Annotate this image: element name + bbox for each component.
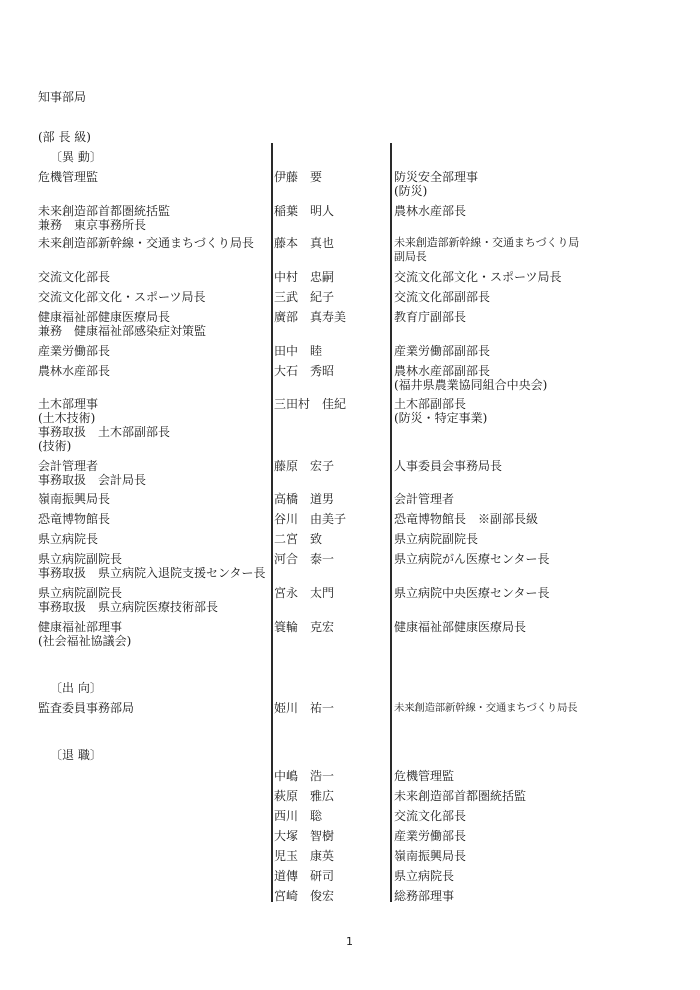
new-post-line: (技術) [38,439,72,453]
former-post-cell [394,397,487,425]
former-post-line: 総務部理事 [394,889,455,903]
new-post-line: 未来創造部首都圏統括監 [38,204,171,218]
person-name: 河合 泰一 [274,552,335,566]
former-post-cell [394,310,466,324]
former-post-line: 産業労働部副部長 [394,344,491,358]
name-cell [274,170,322,184]
person-name: 藤本 真也 [274,236,335,250]
new-post-line: 産業労働部長 [38,344,111,358]
new-post-line: 県立病院副院長 [38,552,123,566]
new-post-cell [38,586,218,614]
former-post-line: 県立病院がん医療センター長 [394,552,550,566]
name-cell [274,889,334,903]
person-name: 稲葉 明人 [274,204,335,218]
new-post-line: 未来創造部新幹線・交通まちづくり局長 [38,236,254,250]
person-name: 道傳 研司 [274,869,335,883]
new-post-line: 事務取扱 県立病院医療技術部長 [38,600,219,614]
former-post-cell [394,236,579,264]
name-cell [274,397,346,411]
new-post-cell [38,552,266,580]
name-cell [274,290,334,304]
new-post-line: 土木部理事 [38,397,99,411]
person-name: 二宮 致 [274,532,323,546]
new-post-cell [38,532,98,546]
former-post-line: 会計管理者 [394,492,455,506]
new-post-line: 健康福祉部健康医療局長 [38,310,171,324]
person-name: 藤原 宏子 [274,459,335,473]
person-name: 三田村 佳紀 [274,397,347,411]
new-post-cell [38,344,110,358]
new-post-line: 県立病院長 [38,532,99,546]
page-number: 1 [346,935,353,948]
former-post-line: 土木部副部長 [394,397,467,411]
new-post-line: 事務取扱 県立病院入退院支援センター長 [38,566,266,580]
new-post-line: 監査委員事務部局 [38,701,135,715]
former-post-cell [394,889,454,903]
new-post-line: 事務取扱 土木部副部長 [38,425,171,439]
new-post-cell [38,512,110,526]
former-post-cell [394,204,466,218]
name-cell [274,236,334,250]
column-divider-right [390,143,392,902]
new-post-line: 兼務 健康福祉部感染症対策監 [38,324,207,338]
new-post-line: 健康福祉部理事 [38,620,123,634]
new-post-cell [38,364,110,378]
former-post-line: 農林水産部副部長 [394,364,491,378]
new-post-line: 兼務 東京事務所長 [38,218,147,232]
former-post-line: 健康福祉部健康医療局長 [394,620,527,634]
former-post-line: 嶺南振興局長 [394,849,467,863]
former-post-line: 恐竜博物館長 ※副部長級 [394,512,539,526]
new-post-line: 交流文化部文化・スポーツ局長 [38,290,206,304]
name-cell [274,809,322,823]
name-cell [274,829,334,843]
new-post-line: 交流文化部長 [38,270,111,284]
new-post-cell [38,397,170,453]
former-post-line: 未来創造部首都圏統括監 [394,789,527,803]
new-post-cell [38,492,110,506]
person-name: 宮永 太門 [274,586,335,600]
person-name: 西川 聡 [274,809,323,823]
name-cell [274,492,334,506]
name-cell [274,849,334,863]
new-post-cell [38,620,131,648]
name-cell [274,701,334,715]
former-post-cell [394,789,526,803]
name-cell [274,459,334,473]
former-post-line: 副局長 [394,250,427,263]
former-post-cell [394,344,490,358]
former-post-cell [394,701,577,715]
name-cell [274,769,334,783]
former-post-line: (防災・特定事業) [394,411,488,425]
former-post-cell [394,270,562,284]
new-post-cell [38,270,110,284]
name-cell [274,586,334,600]
former-post-line: 教育庁副部長 [394,310,467,324]
name-cell [274,204,334,218]
person-name: 高橋 道男 [274,492,335,506]
person-name: 田中 睦 [274,344,323,358]
person-name: 三武 紀子 [274,290,335,304]
person-name: 大塚 智樹 [274,829,335,843]
person-name: 廣部 真寿美 [274,310,347,324]
former-post-cell [394,290,490,304]
person-name: 大石 秀昭 [274,364,335,378]
former-post-cell [394,364,547,392]
new-post-cell [38,701,134,715]
person-name: 児玉 康英 [274,849,335,863]
former-post-cell [394,769,454,783]
secondment-heading: 〔出 向〕 [50,681,102,695]
person-name: 宮崎 俊宏 [274,889,335,903]
name-cell [274,270,334,284]
name-cell [274,512,346,526]
person-name: 谷川 由美子 [274,512,347,526]
retirement-heading: 〔退 職〕 [50,748,102,762]
former-post-line: 未来創造部新幹線・交通まちづくり局 [394,236,580,249]
former-post-line: 危機管理監 [394,769,455,783]
new-post-line: (土木技術) [38,411,96,425]
name-cell [274,310,346,324]
new-post-line: 会計管理者 [38,459,99,473]
former-post-cell [394,809,466,823]
new-post-line: 県立病院副院長 [38,586,123,600]
person-name: 伊藤 要 [274,170,323,184]
level-heading: (部 長 級) [38,130,91,144]
name-cell [274,869,334,883]
new-post-line: 事務取扱 会計局長 [38,473,147,487]
former-post-cell [394,459,502,473]
former-post-line: 農林水産部長 [394,204,467,218]
former-post-cell [394,586,550,600]
person-name: 中嶋 浩一 [274,769,335,783]
name-cell [274,532,322,546]
new-post-line: (社会福祉協議会) [38,634,132,648]
former-post-line: (福井県農業協同組合中央会) [394,378,548,392]
former-post-cell [394,512,538,526]
new-post-cell [38,310,206,338]
former-post-line: 県立病院副院長 [394,532,479,546]
name-cell [274,789,334,803]
former-post-line: 未来創造部新幹線・交通まちづくり局長 [394,702,578,714]
former-post-line: 交流文化部長 [394,809,467,823]
former-post-line: 交流文化部文化・スポーツ局長 [394,270,562,284]
person-name: 簑輪 克宏 [274,620,335,634]
new-post-cell [38,290,206,304]
former-post-cell [394,869,454,883]
name-cell [274,344,322,358]
column-divider-left [271,143,273,902]
former-post-line: 産業労働部長 [394,829,467,843]
person-name: 萩原 雅広 [274,789,335,803]
new-post-line: 恐竜博物館長 [38,512,111,526]
new-post-cell [38,204,170,232]
former-post-line: 交流文化部副部長 [394,290,491,304]
former-post-line: 県立病院長 [394,869,455,883]
former-post-line: 県立病院中央医療センター長 [394,586,550,600]
name-cell [274,620,334,634]
former-post-cell [394,170,478,198]
new-post-cell [38,236,254,250]
new-post-line: 嶺南振興局長 [38,492,111,506]
former-post-cell [394,492,454,506]
new-post-cell [38,170,98,184]
transfer-heading: 〔異 動〕 [50,150,102,164]
new-post-line: 危機管理監 [38,170,99,184]
name-cell [274,552,334,566]
former-post-cell [394,829,466,843]
former-post-cell [394,532,478,546]
new-post-line: 農林水産部長 [38,364,111,378]
page-title: 知事部局 [38,90,87,104]
former-post-cell [394,552,550,566]
former-post-line: 防災安全部理事 [394,170,479,184]
former-post-cell [394,620,526,634]
person-name: 中村 忠嗣 [274,270,335,284]
name-cell [274,364,334,378]
person-name: 姫川 祐一 [274,701,335,715]
new-post-cell [38,459,146,487]
former-post-line: 人事委員会事務局長 [394,459,503,473]
former-post-cell [394,849,466,863]
former-post-line: (防災) [394,184,428,198]
